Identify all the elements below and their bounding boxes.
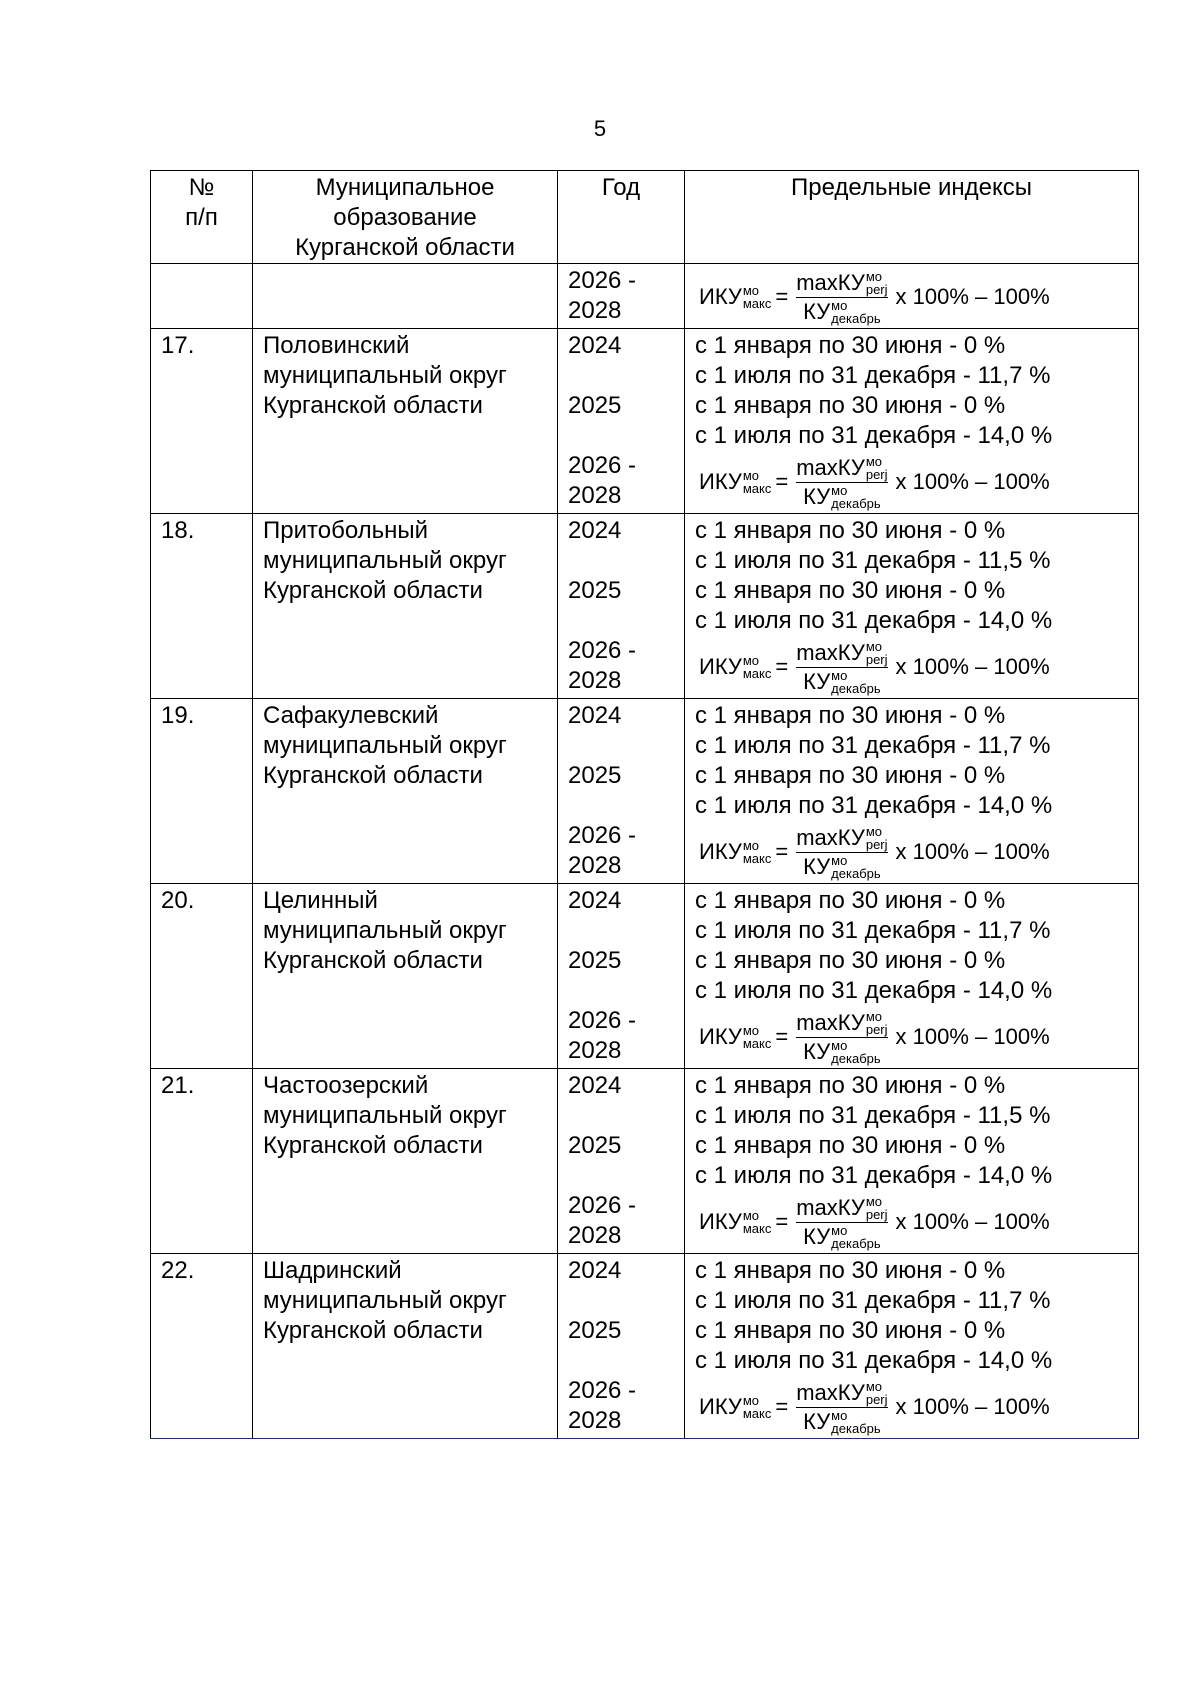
year-line [568,421,674,451]
header-num-line: № [188,174,215,201]
formula-den-text: КУ [803,1408,831,1434]
formula-den-sup: мо [831,852,848,868]
cell-municipality [253,264,558,329]
index-line: с 1 января по 30 июня - 0 % [695,1072,1006,1099]
municipality-line: Целинный [263,887,378,914]
formula-fraction [796,270,887,325]
formula-lhs: ИКУ [699,839,742,864]
formula-den-sup: мо [831,1037,848,1053]
municipality-line: муниципальный округ [263,1102,507,1129]
formula-numerator [796,640,887,666]
index-line: с 1 января по 30 июня - 0 % [695,1317,1006,1344]
formula-tail: x 100% – 100% [895,284,1050,309]
formula-fraction [796,1195,887,1250]
year-line: 2025 [568,947,622,974]
cell-indices [685,884,1139,1069]
formula-lhs-scripts [743,839,772,865]
index-line: с 1 июля по 31 декабря - 14,0 % [695,1347,1053,1374]
year-line: 2028 [568,1407,622,1434]
index-line: с 1 июля по 31 декабря - 11,5 % [695,1102,1051,1129]
table-row [151,1069,1139,1254]
formula-num-text: maxКУ [796,454,865,480]
table-row [151,1254,1139,1439]
year-line: 2026 - [568,1007,637,1034]
formula-eq: = [775,654,789,679]
year-line: 2024 [568,1257,622,1284]
formula-eq: = [775,1024,789,1049]
formula-numerator [796,825,887,851]
municipality-line: Курганской области [263,947,483,974]
formula-den-sub: декабрь [831,310,881,326]
municipality-line: муниципальный округ [263,362,507,389]
index-line: с 1 июля по 31 декабря - 14,0 % [695,792,1053,819]
formula-num-scripts [866,825,888,851]
year-line [568,791,674,821]
index-line: с 1 июля по 31 декабря - 11,7 % [695,362,1051,389]
year-line [568,1161,674,1191]
year-line [568,731,674,761]
cell-year [558,264,685,329]
formula-num-sub: perj [865,1021,888,1037]
cell-municipality [253,514,558,699]
formula-den-scripts [831,299,880,325]
cell-num: 21. [151,1069,253,1254]
formula-num-sup: мо [865,638,883,654]
year-line: 2026 - [568,822,637,849]
formula-eq: = [775,839,789,864]
year-line [568,361,674,391]
formula-lhs: ИКУ [699,469,742,494]
formula-den-sup: мо [831,667,848,683]
cell-indices [685,514,1139,699]
municipality-line: Курганской области [263,1317,483,1344]
formula-den-text: КУ [803,483,831,509]
cell-year [558,329,685,514]
formula-lhs: ИКУ [699,1394,742,1419]
formula-lhs-scripts [743,1394,772,1420]
formula-eq: = [775,1209,789,1234]
formula-lhs-sub: макс [742,1406,772,1421]
index-line: с 1 января по 30 июня - 0 % [695,887,1006,914]
formula-den-sub: декабрь [831,680,881,696]
formula-lhs-sup: мо [742,1208,760,1223]
year-line [568,916,674,946]
cell-year [558,699,685,884]
formula-num-text: maxКУ [796,1009,865,1035]
cell-num: 22. [151,1254,253,1439]
header-municipality [253,171,558,264]
formula-den-scripts [831,1039,880,1065]
formula-den-scripts [831,669,880,695]
index-line: с 1 июля по 31 декабря - 14,0 % [695,422,1053,449]
formula-lhs: ИКУ [699,1024,742,1049]
formula-den-sub: декабрь [831,1420,881,1436]
formula-den-sup: мо [831,482,848,498]
formula-lhs: ИКУ [699,284,742,309]
year-line: 2024 [568,1072,622,1099]
formula-lhs-sub: макс [742,1221,772,1236]
index-formula [699,1006,1128,1068]
cell-num: 17. [151,329,253,514]
municipality-line: Шадринский [263,1257,402,1284]
year-line [568,976,674,1006]
header-indices: Предельные индексы [685,171,1139,264]
formula-lhs-scripts [743,1209,772,1235]
formula-lhs-sub: макс [742,296,772,311]
formula-lhs-sup: мо [742,653,760,668]
formula-numerator [796,1010,887,1036]
formula-den-sup: мо [831,297,848,313]
index-line: с 1 января по 30 июня - 0 % [695,332,1006,359]
formula-fraction [796,825,887,880]
index-line: с 1 июля по 31 декабря - 11,7 % [695,732,1051,759]
formula-lhs-scripts [743,654,772,680]
year-line: 2025 [568,577,622,604]
formula-numerator [796,1380,887,1406]
formula-num-text: maxКУ [796,1194,865,1220]
year-line: 2028 [568,297,622,324]
header-num-line: п/п [185,204,218,231]
cell-indices [685,1069,1139,1254]
year-line: 2026 - [568,452,637,479]
municipality-line: Курганской области [263,762,483,789]
index-line: с 1 января по 30 июня - 0 % [695,577,1006,604]
year-line: 2025 [568,762,622,789]
year-line: 2025 [568,392,622,419]
cell-municipality [253,1254,558,1439]
municipality-line: Курганской области [263,1132,483,1159]
formula-den-sub: декабрь [831,495,881,511]
year-line: 2024 [568,887,622,914]
cell-municipality [253,1069,558,1254]
formula-denominator [803,299,881,325]
year-line: 2025 [568,1317,622,1344]
continuation-row [151,264,1139,329]
formula-den-text: КУ [803,853,831,879]
cell-municipality [253,699,558,884]
formula-fraction [796,1010,887,1065]
index-line: с 1 июля по 31 декабря - 11,7 % [695,917,1051,944]
formula-tail: x 100% – 100% [895,469,1050,494]
formula-eq: = [775,469,789,494]
year-line [568,606,674,636]
page-number: 5 [593,116,607,141]
formula-eq: = [775,1394,789,1419]
year-line: 2024 [568,702,622,729]
index-line: с 1 января по 30 июня - 0 % [695,702,1006,729]
formula-lhs-scripts [743,469,772,495]
formula-denominator [803,854,881,880]
index-line: с 1 июля по 31 декабря - 11,5 % [695,547,1051,574]
year-line: 2028 [568,1222,622,1249]
year-line: 2026 - [568,267,637,294]
formula-num-scripts [866,270,888,296]
formula-num-scripts [866,1010,888,1036]
formula-tail: x 100% – 100% [895,1024,1050,1049]
index-line: с 1 июля по 31 декабря - 14,0 % [695,977,1053,1004]
formula-num-sup: мо [865,1008,883,1024]
municipality-line: муниципальный округ [263,917,507,944]
formula-lhs-sup: мо [742,283,760,298]
municipality-line: Курганской области [263,392,483,419]
cell-num: 18. [151,514,253,699]
formula-num-sup: мо [865,823,883,839]
municipality-line: Частоозерский [263,1072,429,1099]
formula-num-scripts [866,1195,888,1221]
cell-year [558,514,685,699]
index-line: с 1 января по 30 июня - 0 % [695,1132,1006,1159]
formula-den-sub: декабрь [831,865,881,881]
municipality-line: муниципальный округ [263,547,507,574]
formula-tail: x 100% – 100% [895,1394,1050,1419]
formula-lhs-scripts [743,284,772,310]
formula-den-sub: декабрь [831,1235,881,1251]
header-municipality-line: Курганской области [295,234,515,261]
formula-den-scripts [831,484,880,510]
index-formula [699,451,1128,513]
cell-indices [685,264,1139,329]
formula-lhs: ИКУ [699,1209,742,1234]
cell-indices [685,329,1139,514]
formula-denominator [803,1224,881,1250]
header-num [151,171,253,264]
index-line: с 1 января по 30 июня - 0 % [695,1257,1006,1284]
formula-numerator [796,270,887,296]
formula-den-scripts [831,1224,880,1250]
formula-den-sup: мо [831,1407,848,1423]
formula-lhs-sup: мо [742,1023,760,1038]
formula-num-sup: мо [865,1378,883,1394]
formula-den-scripts [831,854,880,880]
index-formula [699,1191,1128,1253]
formula-num-sub: perj [865,1206,888,1222]
year-line: 2028 [568,482,622,509]
cell-num: 19. [151,699,253,884]
year-line [568,546,674,576]
formula-tail: x 100% – 100% [895,839,1050,864]
formula-den-scripts [831,1409,880,1435]
year-line [568,1286,674,1316]
cell-indices [685,699,1139,884]
cell-municipality [253,329,558,514]
year-line: 2028 [568,667,622,694]
header-municipality-line: образование [333,204,477,231]
formula-num-scripts [866,1380,888,1406]
formula-num-scripts [866,640,888,666]
formula-numerator [796,1195,887,1221]
municipality-line: Половинский [263,332,410,359]
formula-denominator [803,484,881,510]
formula-num-sup: мо [865,1193,883,1209]
cell-municipality [253,884,558,1069]
formula-den-text: КУ [803,668,831,694]
year-line: 2028 [568,1037,622,1064]
index-line: с 1 июля по 31 декабря - 14,0 % [695,607,1053,634]
table-header-row [151,171,1139,264]
formula-lhs: ИКУ [699,654,742,679]
index-formula [699,266,1128,328]
formula-num-sub: perj [865,651,888,667]
municipality-line: Сафакулевский [263,702,439,729]
year-line: 2024 [568,517,622,544]
formula-num-scripts [866,455,888,481]
formula-den-sub: декабрь [831,1050,881,1066]
table-row [151,699,1139,884]
formula-lhs-sub: макс [742,666,772,681]
year-line: 2024 [568,332,622,359]
formula-tail: x 100% – 100% [895,654,1050,679]
cell-num: 20. [151,884,253,1069]
formula-tail: x 100% – 100% [895,1209,1050,1234]
formula-den-text: КУ [803,298,831,324]
formula-denominator [803,669,881,695]
formula-lhs-sup: мо [742,1393,760,1408]
formula-fraction [796,455,887,510]
index-line: с 1 января по 30 июня - 0 % [695,762,1006,789]
formula-num-sub: perj [865,281,888,297]
header-municipality-line: Муниципальное [315,174,495,201]
cell-year [558,1254,685,1439]
table-row [151,329,1139,514]
cell-year [558,884,685,1069]
index-formula [699,821,1128,883]
header-year: Год [558,171,685,264]
formula-num-sub: perj [865,836,888,852]
year-line: 2026 - [568,637,637,664]
index-line: с 1 января по 30 июня - 0 % [695,947,1006,974]
formula-den-text: КУ [803,1223,831,1249]
formula-num-text: maxКУ [796,639,865,665]
table-row [151,884,1139,1069]
formula-lhs-sub: макс [742,481,772,496]
cell-indices [685,1254,1139,1439]
index-line: с 1 июля по 31 декабря - 14,0 % [695,1162,1053,1189]
index-formula [699,636,1128,698]
year-line: 2028 [568,852,622,879]
formula-numerator [796,455,887,481]
formula-lhs-sup: мо [742,468,760,483]
formula-eq: = [775,284,789,309]
index-line: с 1 июля по 31 декабря - 11,7 % [695,1287,1051,1314]
formula-lhs-sup: мо [742,838,760,853]
formula-num-sup: мо [865,268,883,284]
formula-lhs-sub: макс [742,1036,772,1051]
formula-num-text: maxКУ [796,1379,865,1405]
year-line: 2025 [568,1132,622,1159]
table-row [151,514,1139,699]
index-line: с 1 января по 30 июня - 0 % [695,517,1006,544]
index-line: с 1 января по 30 июня - 0 % [695,392,1006,419]
formula-den-text: КУ [803,1038,831,1064]
formula-num-sub: perj [865,1391,888,1407]
formula-fraction [796,640,887,695]
formula-denominator [803,1409,881,1435]
year-line [568,1101,674,1131]
formula-denominator [803,1039,881,1065]
limit-indices-table [150,170,1139,1439]
year-line: 2026 - [568,1377,637,1404]
municipality-line: Курганской области [263,577,483,604]
formula-num-text: maxКУ [796,269,865,295]
formula-den-sup: мо [831,1222,848,1238]
municipality-line: Притобольный [263,517,429,544]
formula-num-sup: мо [865,453,883,469]
cell-num [151,264,253,329]
formula-lhs-scripts [743,1024,772,1050]
formula-num-sub: perj [865,466,888,482]
cell-year [558,1069,685,1254]
year-line: 2026 - [568,1192,637,1219]
year-line [568,1346,674,1376]
municipality-line: муниципальный округ [263,732,507,759]
formula-lhs-sub: макс [742,851,772,866]
index-formula [699,1376,1128,1438]
municipality-line: муниципальный округ [263,1287,507,1314]
formula-fraction [796,1380,887,1435]
formula-num-text: maxКУ [796,824,865,850]
